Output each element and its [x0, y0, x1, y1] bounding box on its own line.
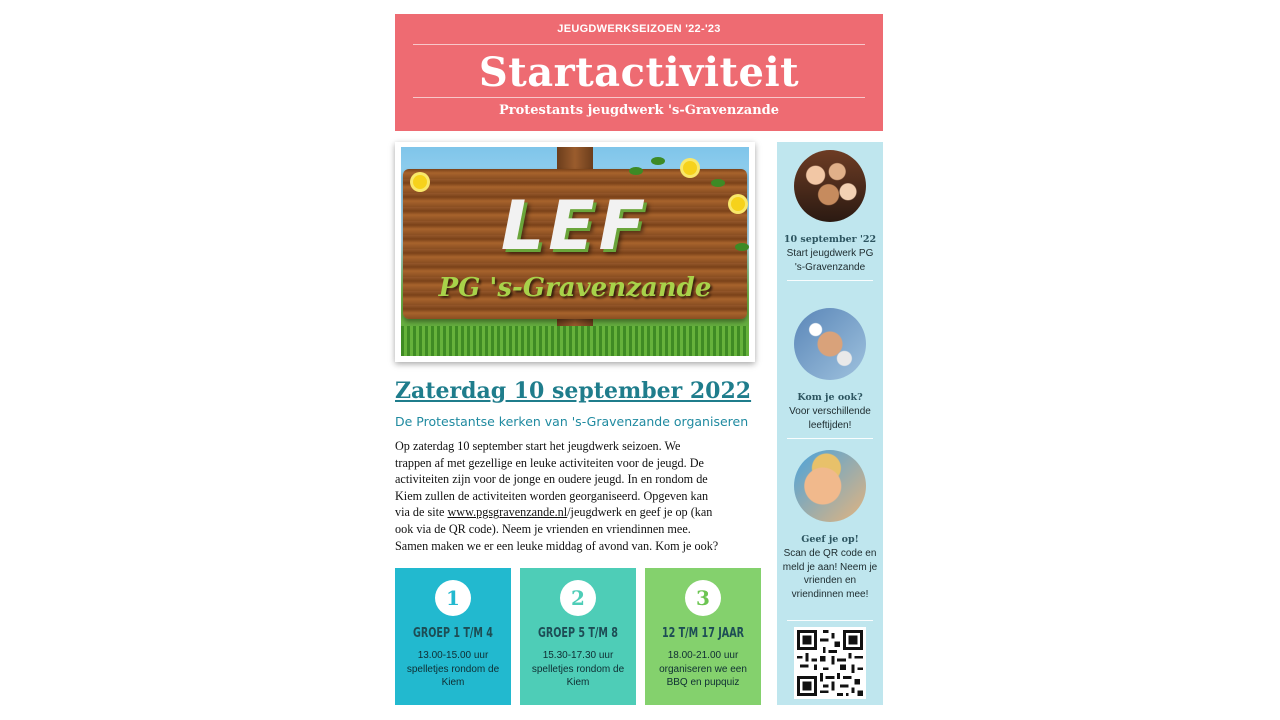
sign-text-lef: LEF: [500, 187, 650, 266]
organizers-line: De Protestantse kerken van 's-Gravenzande organiseren: [395, 414, 749, 429]
description-line: trappen af met gezellige en leuke activiteiten voor de jeugd. De: [395, 455, 704, 470]
flower-icon: [413, 175, 427, 189]
group-description: 15.30-17.30 uur spelletjes rondom de Kiem: [531, 650, 625, 688]
qr-code-icon[interactable]: [794, 627, 866, 699]
group-name: 12 T/M 17 JAAR: [661, 626, 745, 641]
group-number: 2: [560, 580, 596, 616]
leaf-icon: [629, 167, 643, 175]
sidebar-signup-text: Scan de QR code en meld je aan! Neem je vrienden en vriendinnen mee!: [782, 548, 878, 600]
header-rule-bottom: [413, 97, 865, 98]
lef-sign-image: [395, 142, 755, 362]
description-line: via de site www.pgsgravenzande.nl/jeugdwerk en geef je op (kan: [395, 505, 713, 520]
description-line: ook via de QR code). Neem je vrienden en vriendinnen mee.: [395, 521, 691, 536]
group-number: 3: [685, 580, 721, 616]
header-rule-top: [413, 44, 865, 45]
sidebar-divider: [787, 438, 873, 439]
flower-icon: [731, 197, 745, 211]
group-card-2: [520, 568, 636, 705]
flyer-title: Startactiviteit: [478, 49, 800, 96]
group-card-3: [645, 568, 761, 705]
leaf-icon: [735, 243, 749, 251]
group-description: 13.00-15.00 uur spelletjes rondom de Kiem: [406, 650, 500, 688]
sidebar-divider: [787, 620, 873, 621]
leaf-icon: [711, 179, 725, 187]
description-line: Op zaterdag 10 september start het jeugdwerk seizoen. We: [395, 439, 681, 453]
flyer-subtitle: Protestants jeugdwerk 's-Gravenzande: [498, 103, 780, 118]
group-name: GROEP 5 T/M 8: [538, 626, 618, 641]
description-line: activiteiten zijn voor de jonge en oudere jeugd. In en rondom de: [395, 472, 708, 487]
sidebar-date-text: Start jeugdwerk PG 's-Gravenzande: [786, 248, 874, 273]
season-label: JEUGDWERKSEIZOEN '22-'23: [557, 23, 721, 35]
group-name: GROEP 1 T/M 4: [413, 626, 493, 641]
group-photo-friends: [794, 150, 866, 222]
description-line: Samen maken we er een leuke middag of avond van. Kom je ook?: [395, 538, 719, 553]
sidebar: [777, 142, 883, 705]
flyer-header: [395, 14, 883, 131]
event-date-heading: Zaterdag 10 september 2022: [395, 378, 752, 404]
description-line: Kiem zullen de activiteiten worden georganiseerd. Opgeven kan: [395, 488, 709, 503]
sidebar-date-title: 10 september '22: [783, 234, 877, 245]
sign-text-pg: PG 's-Gravenzande: [438, 273, 712, 303]
sidebar-signup-title: Geef je op!: [801, 534, 859, 545]
flower-icon: [683, 161, 697, 175]
group-number: 1: [435, 580, 471, 616]
website-link[interactable]: www.pgsgravenzande.nl: [447, 505, 568, 520]
sidebar-divider: [787, 280, 873, 281]
group-description: 18.00-21.00 uur organiseren we een BBQ en pupquiz: [659, 650, 747, 688]
sidebar-join-text: Voor verschillende leeftijden!: [789, 406, 871, 431]
group-photo-hands: [794, 308, 866, 380]
child-photo: [794, 450, 866, 522]
leaf-icon: [651, 157, 665, 165]
sidebar-join-title: Kom je ook?: [797, 392, 863, 403]
event-description: [395, 438, 763, 556]
grass: [401, 326, 749, 356]
wooden-sign: [403, 169, 747, 319]
group-card-1: [395, 568, 511, 705]
